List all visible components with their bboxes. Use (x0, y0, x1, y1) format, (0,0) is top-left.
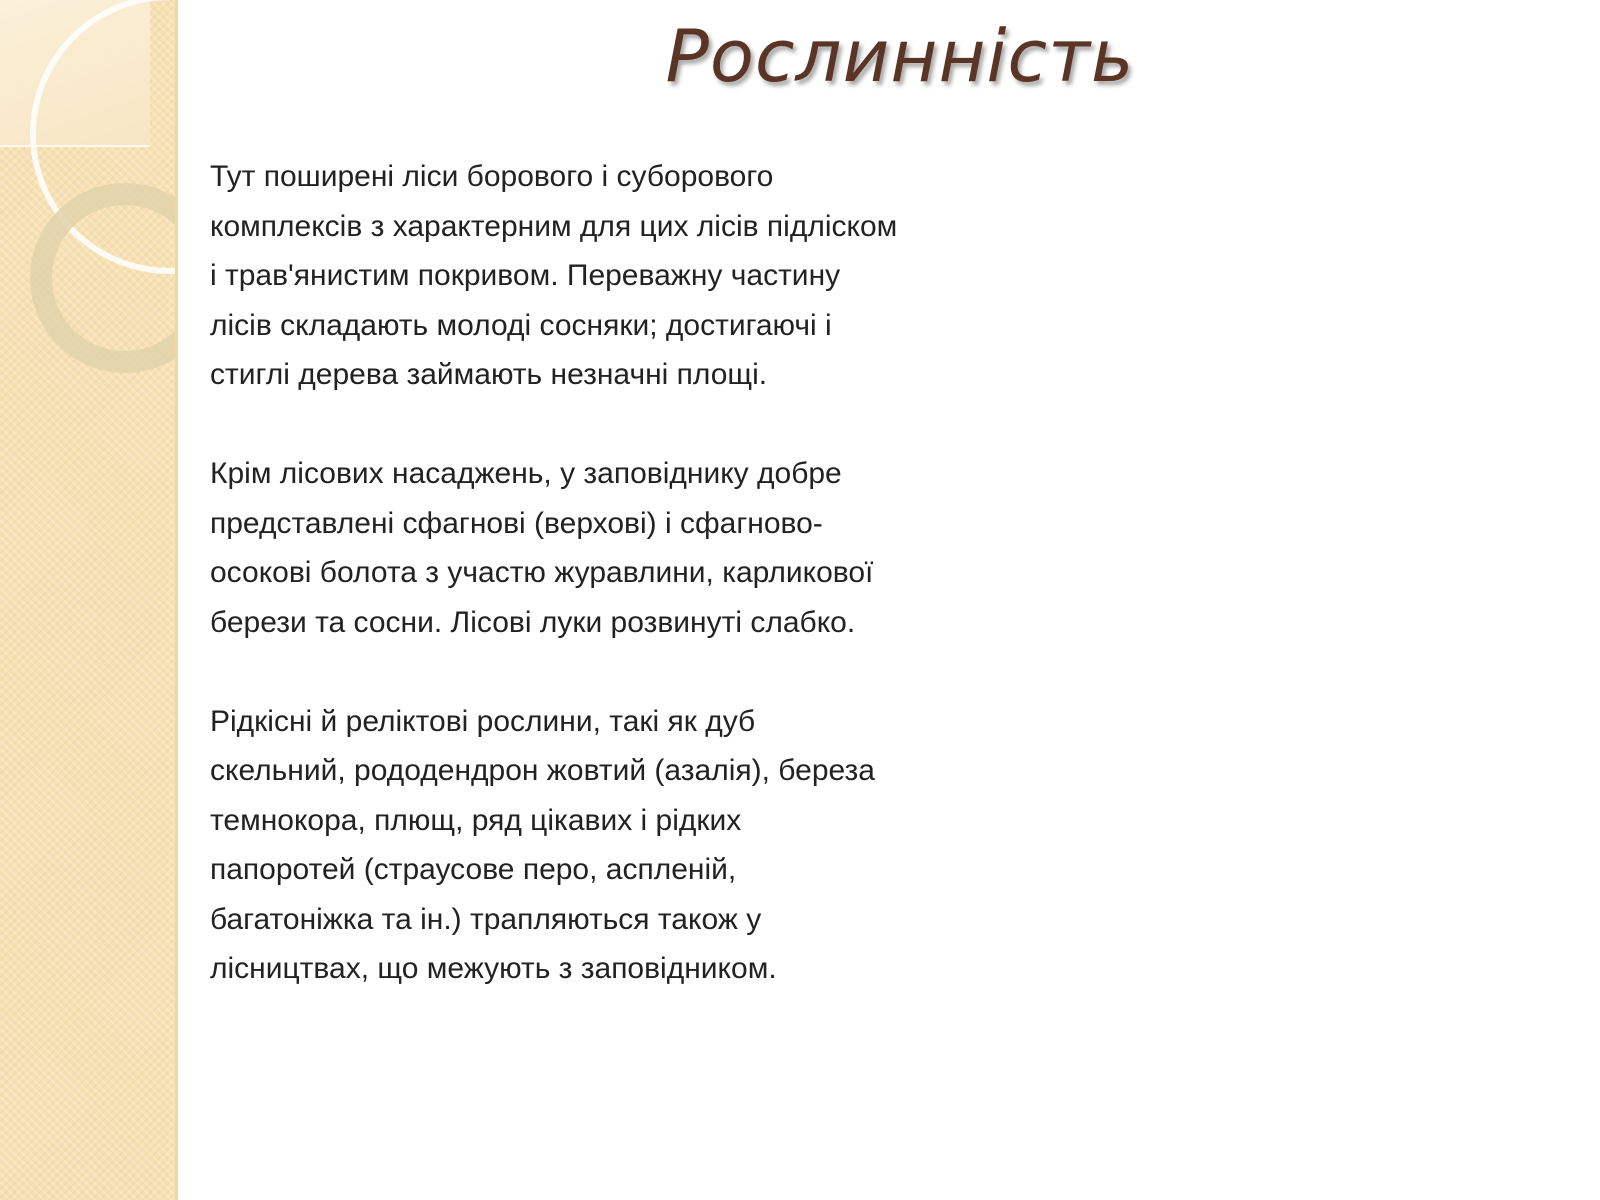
paragraph-rare-plants: Рідкісні й реліктові рослини, такі як дуб скельний, рододендрон жовтий (азалія), береза темнокора, плющ, ряд цікавих і рідких папоротей (страусове перо, аспленій, багатоніжка та ін.) трапляються також у лісництвах, що межують з заповідником. (210, 704, 875, 985)
slide-body (210, 152, 1040, 994)
paragraph-bogs: Крім лісових насаджень, у заповіднику добре представлені сфагнові (верхові) і сфагново- осокові болота з участю журавлини, карликової берези та сосни. Лісові луки розвинуті слабко. (210, 457, 874, 639)
small-ring-decoration (30, 183, 178, 373)
slide-title: Рослинність (665, 14, 1135, 98)
paragraph-forests: Тут поширені ліси борового і суборового комплексів з характерним для цих лісів підліском і трав'янистим покривом. Переважну частину лісів складають молоді сосняки; достигаючі і стиглі дерева займають незначні площі. (210, 160, 898, 391)
decorative-side-band (0, 0, 178, 1200)
